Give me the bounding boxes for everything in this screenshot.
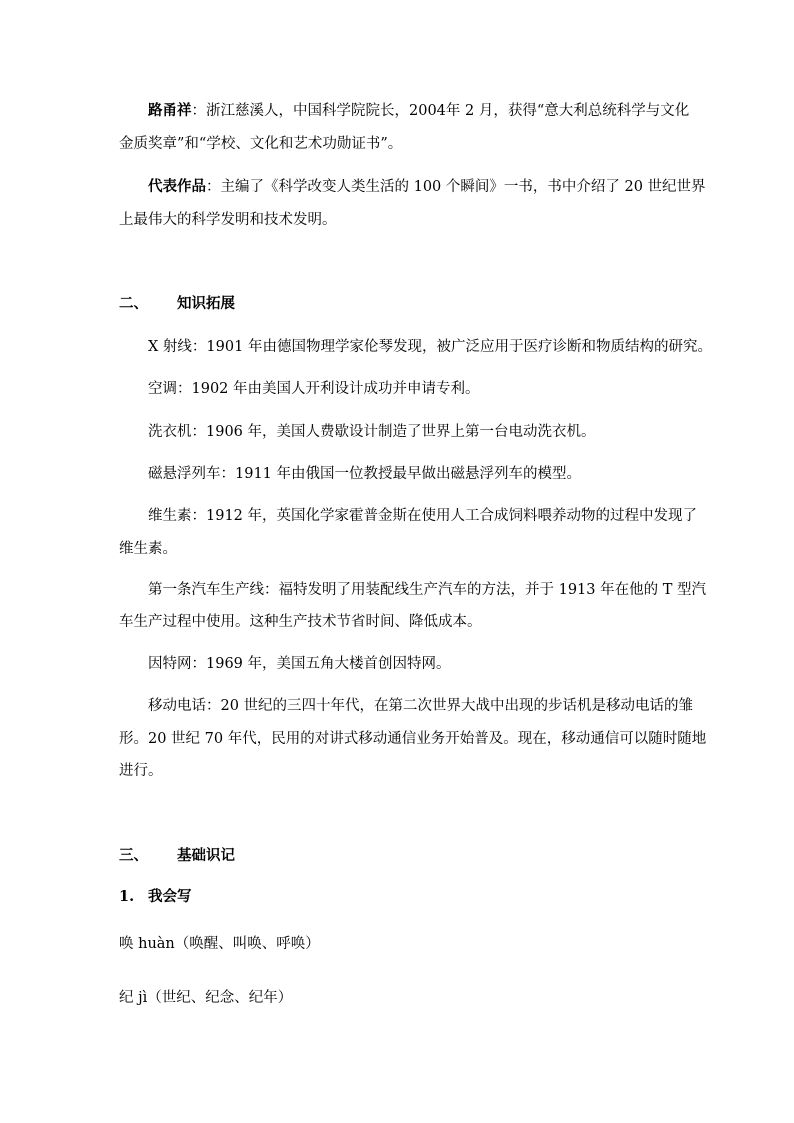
knowledge-item-mobile-2: 形。20 世纪 70 年代，民用的对讲式移动通信业务开始普及。现在，移动通信可以随时随地 <box>119 731 707 747</box>
vocab-item-huan: 唤 huàn（唤醒、叫唤、呼唤） <box>119 936 320 952</box>
knowledge-item-vitamin-2: 维生素。 <box>119 541 177 557</box>
bio-line-1-text: ：浙江慈溪人，中国科学院院长，2004年 2 月，获得“意大利总统科学与文化 <box>191 103 690 119</box>
knowledge-item-washer: 洗衣机：1906 年，美国人费歇设计制造了世界上第一台电动洗衣机。 <box>148 424 596 440</box>
section-2-number: 二、 <box>119 295 148 312</box>
section-3-number: 三、 <box>119 847 148 864</box>
works-line-1 <box>148 177 706 197</box>
knowledge-item-assembly-1: 第一条汽车生产线：福特发明了用装配线生产汽车的方法，并于 1913 年在他的 T 型汽 <box>148 582 707 598</box>
bio-name-label: 路甬祥 <box>148 102 192 119</box>
subsection-title: 我会写 <box>148 888 192 905</box>
works-line-2: 上最伟大的科学发明和技术发明。 <box>119 212 337 228</box>
bio-line-2: 金质奖章”和“学校、文化和艺术功勋证书”。 <box>119 136 403 152</box>
section-2-title: 知识拓展 <box>177 295 235 312</box>
section-3-title: 基础识记 <box>177 847 235 864</box>
knowledge-item-mobile-1: 移动电话：20 世纪的三四十年代，在第二次世界大战中出现的步话机是移动电话的雏 <box>148 698 694 714</box>
bio-line-1 <box>148 101 689 121</box>
knowledge-item-assembly-2: 车生产过程中使用。这种生产技术节省时间、降低成本。 <box>119 614 482 630</box>
knowledge-item-mobile-3: 进行。 <box>119 763 163 779</box>
knowledge-item-vitamin-1: 维生素：1912 年，英国化学家霍普金斯在使用人工合成饲料喂养动物的过程中发现了 <box>148 508 698 524</box>
vocab-item-ji: 纪 jì（世纪、纪念、纪年） <box>119 990 293 1006</box>
knowledge-item-maglev: 磁悬浮列车：1911 年由俄国一位教授最早做出磁悬浮列车的模型。 <box>148 466 582 482</box>
knowledge-item-internet: 因特网：1969 年，美国五角大楼首创因特网。 <box>148 656 451 672</box>
knowledge-item-xray: X 射线：1901 年由德国物理学家伦琴发现，被广泛应用于医疗诊断和物质结构的研究。 <box>148 339 712 355</box>
works-label: 代表作品 <box>148 178 206 195</box>
knowledge-item-ac: 空调：1902 年由美国人开利设计成功并申请专利。 <box>148 381 480 397</box>
works-line-1-text: ：主编了《科学改变人类生活的 100 个瞬间》一书，书中介绍了 20 世纪世界 <box>206 179 706 195</box>
subsection-number: 1. <box>119 888 135 905</box>
